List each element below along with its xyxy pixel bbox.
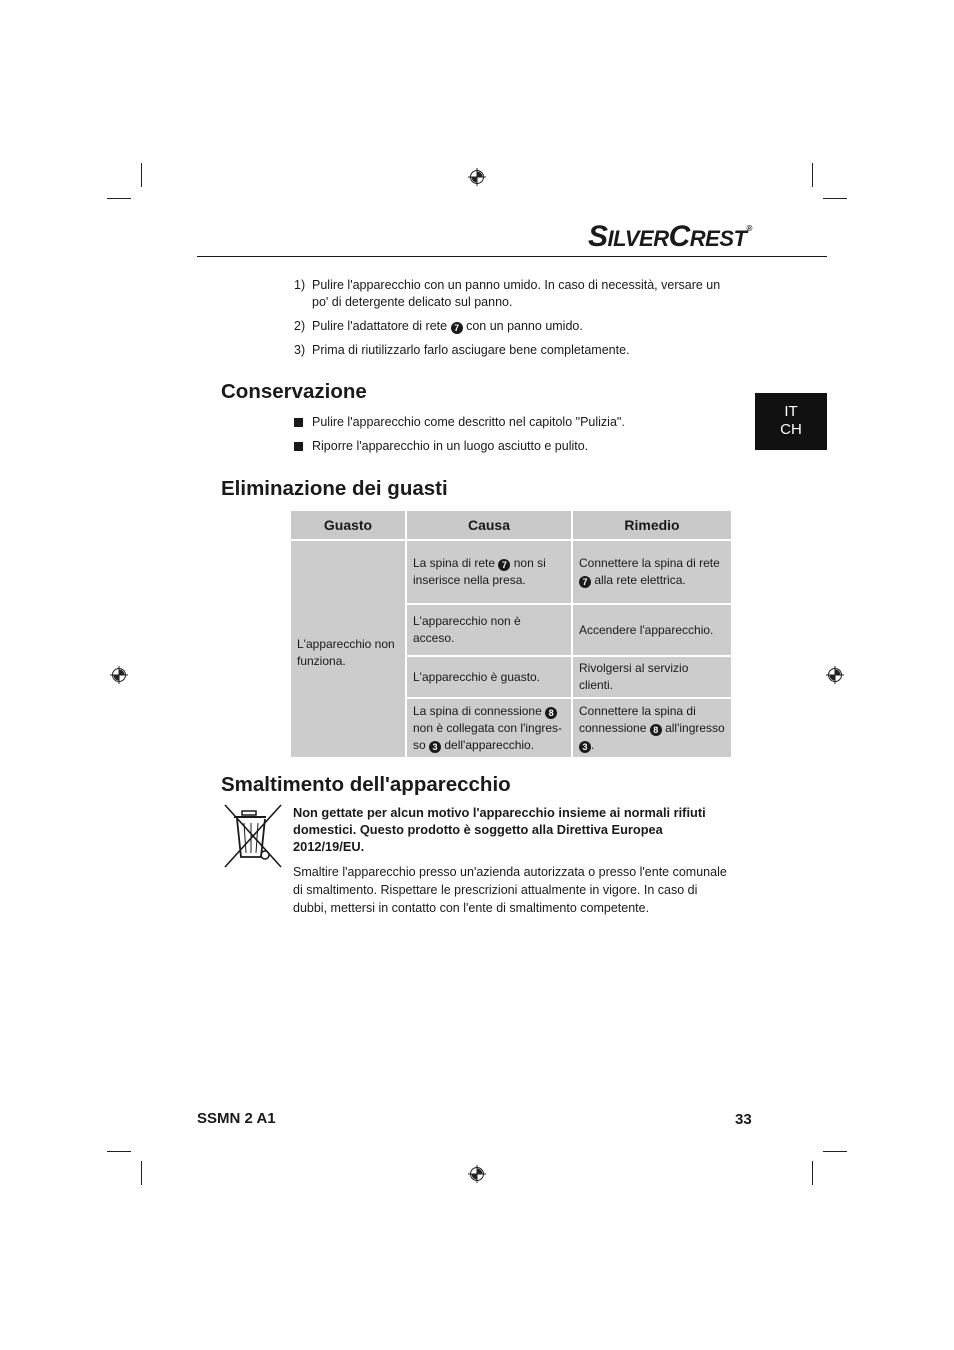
crop-mark [812, 163, 813, 187]
crop-mark [107, 198, 131, 199]
language-tab [755, 393, 827, 450]
header-rule [197, 256, 827, 257]
reference-number-badge: 7 [451, 322, 463, 334]
section-heading: Conservazione [221, 380, 367, 403]
table-cell-cause: L'apparecchio non è acceso. [407, 605, 571, 655]
disposal-text: Smaltire l'apparecchio presso un'azienda autorizzata o presso l'ente comunale di smaltimento. Rispettare le prescrizioni attualmente in vigore. In caso di dubbi, mettersi in contatto con l'ente di smaltimento competente. [293, 865, 727, 915]
disposal-warning: Non gettate per alcun motivo l'apparecchio insieme ai normali rifiuti domestici. Questo prodotto è soggetto alla Direttiva Europea 2012/19/EU. [293, 805, 706, 854]
reference-number-badge: 8 [545, 707, 557, 719]
reference-number-badge: 8 [650, 724, 662, 736]
section-heading: Smaltimento dell'apparecchio [221, 773, 511, 796]
language-code: IT [784, 403, 798, 420]
table-cell-cause: La spina di rete 7 non si inserisce nella presa. [407, 541, 571, 603]
table-header: Causa [407, 511, 571, 539]
table-cell-remedy: Connettere la spina di connessione 8 all'ingresso 3 . [573, 699, 731, 757]
table-header: Rimedio [573, 511, 731, 539]
page-number: 33 [735, 1111, 752, 1128]
crop-mark [823, 1151, 847, 1152]
crop-mark [107, 1151, 131, 1152]
reference-number-badge: 7 [579, 576, 591, 588]
brand-logo: SILVERCREST® [588, 220, 752, 253]
model-number: SSMN 2 A1 [197, 1110, 276, 1127]
crossed-bin-icon [222, 803, 284, 869]
section-heading: Eliminazione dei guasti [221, 477, 448, 500]
reference-number-badge: 3 [579, 741, 591, 753]
bullet-square-icon [294, 418, 303, 427]
table-cell-remedy: Connettere la spina di rete 7 alla rete elettrica. [573, 541, 731, 603]
country-code: CH [780, 421, 802, 438]
crop-mark [141, 1161, 142, 1185]
table-cell-remedy: Accendere l'apparecchio. [573, 605, 731, 655]
registration-mark-icon [826, 666, 844, 684]
crop-mark [823, 198, 847, 199]
crop-mark [141, 163, 142, 187]
reference-number-badge: 3 [429, 741, 441, 753]
crop-mark [812, 1161, 813, 1185]
table-cell-cause: L'apparecchio è guasto. [407, 657, 571, 697]
table-cell-remedy: Rivolgersi al servizio clienti. [573, 657, 731, 697]
bullet-square-icon [294, 442, 303, 451]
reference-number-badge: 7 [498, 559, 510, 571]
registration-mark-icon [468, 1165, 486, 1183]
registration-mark-icon [110, 666, 128, 684]
table-header: Guasto [291, 511, 405, 539]
table-cell-fault: L'apparecchio non funziona. [291, 541, 405, 757]
table-cell-cause: La spina di connessione 8 non è collegata con l'ingres-so 3 dell'apparecchio. [407, 699, 571, 757]
registration-mark-icon [468, 168, 486, 186]
